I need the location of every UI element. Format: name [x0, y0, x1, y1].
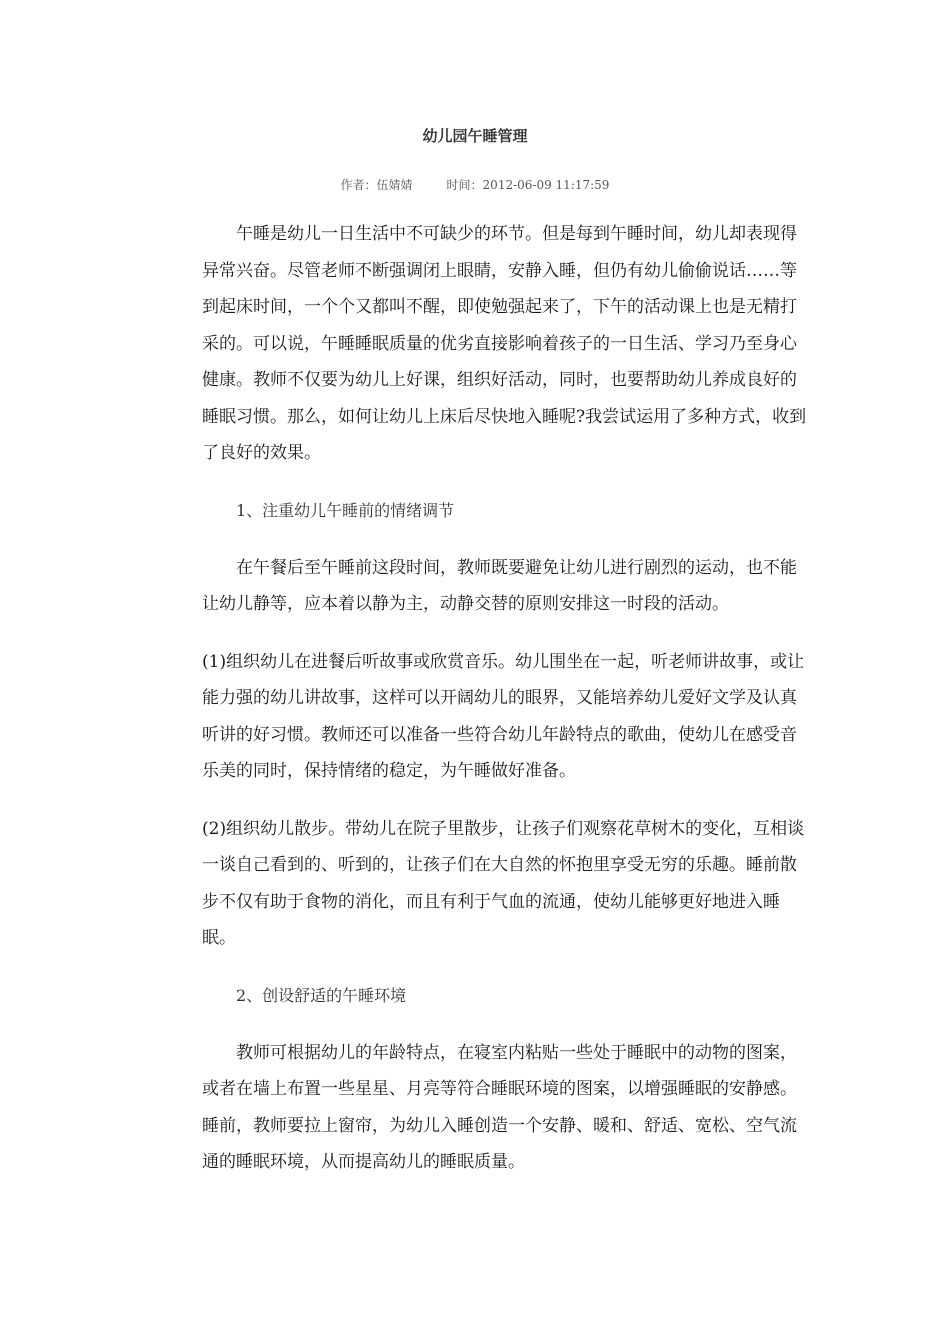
paragraph-section-1: 在午餐后至午睡前这段时间，教师既要避免让幼儿进行剧烈的运动，也不能让幼儿静等，应本着以静为主，动静交替的原则安排这一时段的活动。 [202, 557, 797, 614]
document-title: 幼儿园午睡管理 [422, 127, 528, 145]
paragraph-item-2: (2)组织幼儿散步。带幼儿在院子里散步，让孩子们观察花草树木的变化，互相谈一谈自己看到的、听到的，让孩子们在大自然的怀抱里享受无穷的乐趣。睡前散步不仅有助于食物的消化，而且有利于气血的流通，使幼儿能够更好地进入睡眠。 [202, 818, 805, 948]
paragraph-section-2: 教师可根据幼儿的年龄特点，在寝室内粘贴一些处于睡眠中的动物的图案，或者在墙上布置一些星星、月亮等符合睡眠环境的图案，以增强睡眠的安静感。睡前，教师要拉上窗帘，为幼儿入睡创造一个安静、暖和、舒适、宽松、空气流通的睡眠环境，从而提高幼儿的睡眠质量。 [202, 1042, 797, 1172]
author-label: 作者：伍婧婧 [340, 178, 413, 192]
section-heading-2: 2、创设舒适的午睡环境 [236, 985, 407, 1005]
document-meta [0, 176, 950, 193]
paragraph-item-1: (1)组织幼儿在进餐后听故事或欣赏音乐。幼儿围坐在一起，听老师讲故事，或让能力强的幼儿讲故事，这样可以开阔幼儿的眼界，又能培养幼儿爱好文学及认真听讲的好习惯。教师还可以准备一些符合幼儿年龄特点的歌曲，使幼儿在感受音乐美的同时，保持情绪的稳定，为午睡做好准备。 [202, 651, 805, 781]
section-heading-1: 1、注重幼儿午睡前的情绪调节 [236, 500, 455, 520]
paragraph-intro: 午睡是幼儿一日生活中不可缺少的环节。但是每到午睡时间，幼儿却表现得异常兴奋。尽管老师不断强调闭上眼睛，安静入睡，但仍有幼儿偷偷说话……等到起床时间，一个个又都叫不醒，即使勉强起来了，下午的活动课上也是无精打采的。可以说，午睡睡眠质量的优劣直接影响着孩子的一日生活、学习乃至身心健康。教师不仅要为幼儿上好课，组织好活动，同时，也要帮助幼儿养成良好的睡眠习惯。那么，如何让幼儿上床后尽快地入睡呢?我尝试运用了多种方式，收到了良好的效果。 [202, 224, 807, 463]
article-body [202, 216, 810, 1181]
time-label: 时间：2012-06-09 11:17:59 [446, 178, 610, 192]
